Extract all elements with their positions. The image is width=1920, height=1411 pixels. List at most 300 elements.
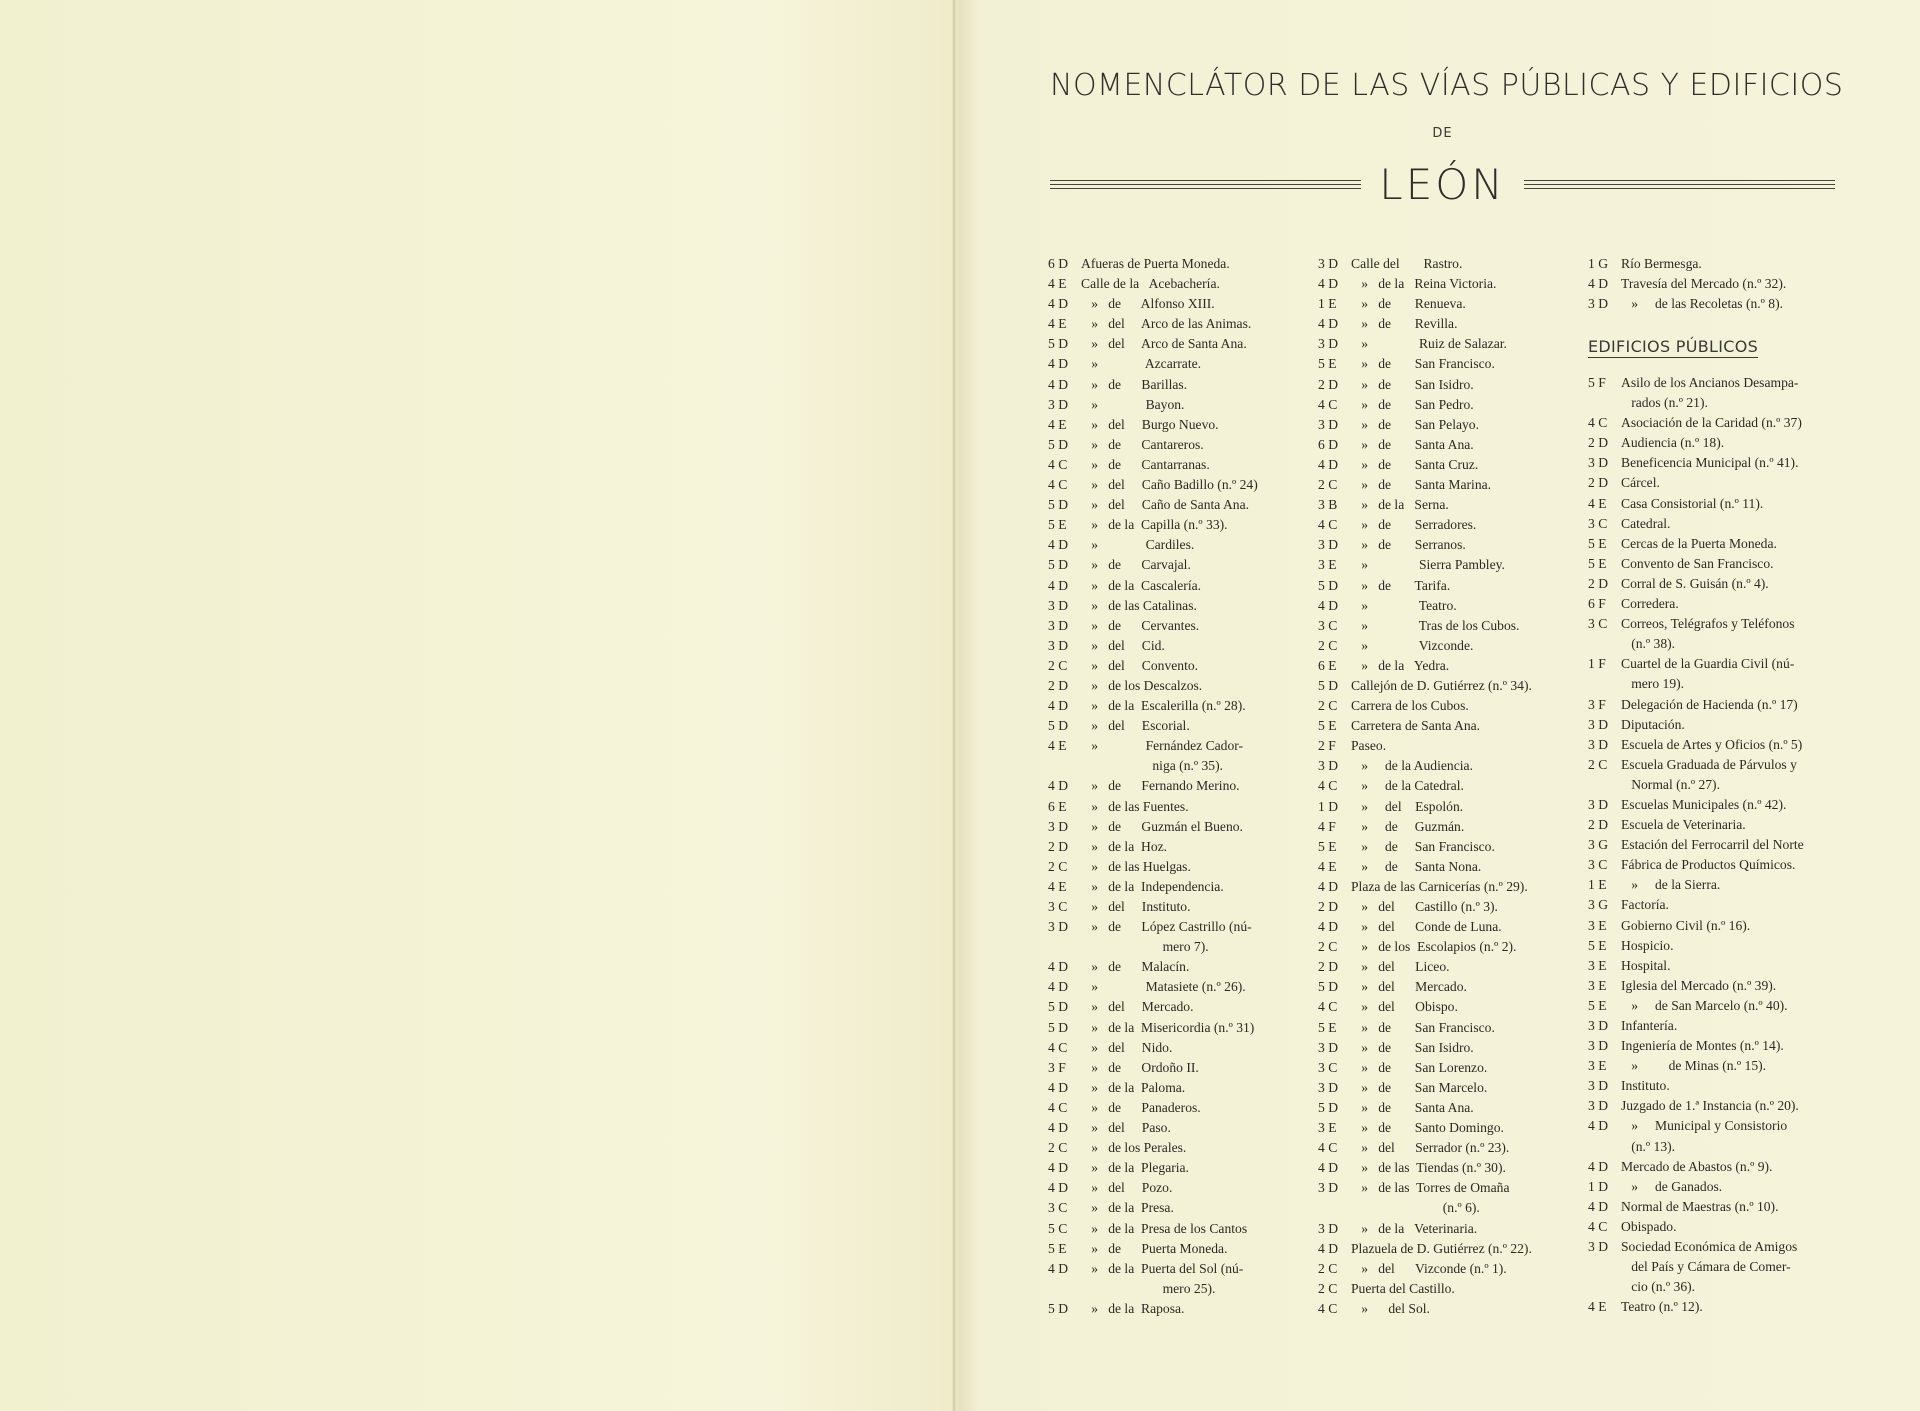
list-item: [1318, 756, 1586, 776]
grid-code: 6 D: [1318, 436, 1339, 452]
list-item: [1048, 1198, 1316, 1218]
entry-name: » de la Paloma.: [1081, 1079, 1186, 1095]
list-item: [1318, 274, 1586, 294]
entry-name: » de los Escolapios (n.º 2).: [1351, 939, 1517, 955]
list-item: [1048, 1038, 1316, 1058]
list-item: [1048, 1219, 1316, 1239]
list-item: [1318, 1158, 1586, 1178]
list-item: [1318, 616, 1586, 636]
grid-code: 5 E: [1588, 937, 1607, 953]
grid-code: 5 E: [1318, 356, 1337, 372]
page-fold: [952, 0, 956, 1411]
entry-name: » de las Fuentes.: [1081, 798, 1189, 814]
list-item: [1318, 1219, 1586, 1239]
grid-code: 3 G: [1588, 897, 1609, 913]
list-item: [1048, 294, 1316, 314]
list-item: [1588, 514, 1838, 534]
list-item: [1588, 1116, 1838, 1136]
list-item: [1048, 837, 1316, 857]
entry-name: Catedral.: [1621, 515, 1671, 531]
grid-code: 2 C: [1318, 698, 1338, 714]
entry-name: » del Obispo.: [1351, 999, 1458, 1015]
grid-code: 4 C: [1048, 1039, 1068, 1055]
entry-name: » de la Presa de los Cantos: [1081, 1220, 1248, 1236]
list-item: [1318, 1098, 1586, 1118]
entry-name: » de las Tiendas (n.º 30).: [1351, 1160, 1506, 1176]
entry-name: Obispado.: [1621, 1218, 1677, 1234]
entry-name: » Matasiete (n.º 26).: [1081, 979, 1246, 995]
entry-name: Normal (n.º 27).: [1621, 776, 1720, 792]
list-item: [1318, 455, 1586, 475]
grid-code: [1048, 1279, 1081, 1299]
list-item: [1588, 473, 1838, 493]
grid-code: 5 E: [1318, 718, 1337, 734]
grid-code: 3 D: [1048, 637, 1069, 653]
entry-name: » de Minas (n.º 15).: [1621, 1058, 1767, 1074]
grid-code: 4 D: [1048, 356, 1069, 372]
grid-code: 4 D: [1588, 1118, 1609, 1134]
entry-name: » de la Sierra.: [1621, 877, 1721, 893]
list-item: [1318, 375, 1586, 395]
list-item: [1318, 1038, 1586, 1058]
list-item: [1588, 674, 1838, 694]
entry-name: » del Serrador (n.º 23).: [1351, 1140, 1510, 1156]
grid-code: 5 E: [1048, 1240, 1067, 1256]
entry-name: Travesía del Mercado (n.º 32).: [1621, 276, 1787, 292]
grid-code: 1 F: [1588, 656, 1606, 672]
entry-name: mero 25).: [1081, 1280, 1216, 1296]
grid-code: 4 E: [1048, 416, 1067, 432]
entry-name: » de los Perales.: [1081, 1140, 1187, 1156]
entry-name: » de San Isidro.: [1351, 1039, 1474, 1055]
grid-code: 3 D: [1048, 597, 1069, 613]
list-item: [1318, 1138, 1586, 1158]
grid-code: 4 C: [1588, 415, 1608, 431]
entry-name: Convento de San Francisco.: [1621, 555, 1774, 571]
grid-code: 3 C: [1318, 617, 1338, 633]
list-item: [1048, 776, 1316, 796]
entry-name: » Azcarrate.: [1081, 356, 1202, 372]
grid-code: 4 D: [1048, 1260, 1069, 1276]
grid-code: 3 C: [1588, 616, 1608, 632]
list-item: [1588, 875, 1838, 895]
grid-code: 6 D: [1048, 256, 1069, 271]
grid-code: 2 D: [1588, 817, 1609, 833]
grid-code: 4 D: [1048, 577, 1069, 593]
grid-code: 2 F: [1318, 738, 1336, 754]
entry-name: » del Convento.: [1081, 657, 1199, 673]
list-item: [1048, 1118, 1316, 1138]
list-item: [1318, 1259, 1586, 1279]
grid-code: 4 D: [1588, 1198, 1609, 1214]
list-item: [1318, 1078, 1586, 1098]
entry-name: » de San Isidro.: [1351, 376, 1474, 392]
grid-code: 3 C: [1048, 1200, 1068, 1216]
list-item: [1048, 576, 1316, 596]
grid-code: [1048, 756, 1081, 776]
entry-name: Callejón de D. Gutiérrez (n.º 34).: [1351, 677, 1532, 693]
grid-code: 2 C: [1048, 1140, 1068, 1156]
list-item: [1048, 354, 1316, 374]
grid-code: 4 D: [1048, 296, 1069, 312]
entry-name: » de Alfonso XIII.: [1081, 296, 1215, 312]
list-item: [1588, 956, 1838, 976]
grid-code: 1 D: [1318, 798, 1339, 814]
list-item: [1318, 977, 1586, 997]
entry-name: » de Carvajal.: [1081, 557, 1191, 573]
grid-code: 5 D: [1048, 999, 1069, 1015]
entry-name: Escuela de Veterinaria.: [1621, 817, 1746, 833]
grid-code: 5 C: [1048, 1220, 1068, 1236]
entry-name: » de Tarifa.: [1351, 577, 1451, 593]
grid-code: 5 E: [1588, 997, 1607, 1013]
city-heading: [1050, 154, 1835, 214]
grid-code: 4 D: [1048, 1160, 1069, 1176]
entry-name: » Teatro.: [1351, 597, 1457, 613]
list-item: [1588, 1297, 1838, 1317]
grid-code: 2 C: [1318, 637, 1338, 653]
grid-code: 4 C: [1318, 517, 1338, 533]
list-item: [1048, 897, 1316, 917]
grid-code: [1588, 674, 1621, 694]
grid-code: 5 D: [1318, 577, 1339, 593]
list-item: [1588, 594, 1838, 614]
list-item: [1048, 555, 1316, 575]
entry-name: Hospital.: [1621, 957, 1671, 973]
entry-name: » de las Torres de Omaña: [1351, 1180, 1510, 1196]
grid-code: 3 D: [1588, 736, 1609, 752]
list-item: [1048, 616, 1316, 636]
list-item: [1588, 534, 1838, 554]
list-item: [1588, 755, 1838, 775]
entry-name: » de Cantarranas.: [1081, 456, 1210, 472]
edificios-column: [1588, 373, 1838, 1317]
grid-code: 3 D: [1588, 1098, 1609, 1114]
entry-name: Cuartel de la Guardia Civil (nú-: [1621, 656, 1795, 672]
grid-code: 5 D: [1318, 979, 1339, 995]
list-item: [1318, 1198, 1586, 1218]
grid-code: 3 C: [1588, 857, 1608, 873]
list-item: [1588, 1036, 1838, 1056]
grid-code: 4 D: [1588, 276, 1609, 292]
entry-name: Asociación de la Caridad (n.º 37): [1621, 415, 1802, 431]
list-item: [1048, 917, 1316, 937]
entry-name: Calle del Rastro.: [1351, 256, 1463, 271]
entry-name: » Vizconde.: [1351, 637, 1474, 653]
grid-code: 3 D: [1318, 256, 1339, 271]
list-item: [1318, 1018, 1586, 1038]
list-item: [1588, 1157, 1838, 1177]
list-item: [1318, 1239, 1586, 1259]
entry-name: » de la Catedral.: [1351, 778, 1464, 794]
grid-code: [1588, 775, 1621, 795]
entry-name: » de la Plegaria.: [1081, 1160, 1189, 1176]
list-item: [1588, 373, 1838, 393]
list-item: [1318, 294, 1586, 314]
list-item: [1048, 535, 1316, 555]
list-item: [1588, 996, 1838, 1016]
street-column-2: [1318, 254, 1586, 1319]
list-item: [1318, 897, 1586, 917]
entry-name: Escuela Graduada de Párvulos y: [1621, 756, 1797, 772]
list-item: [1318, 1178, 1586, 1198]
list-item: [1048, 334, 1316, 354]
list-item: [1588, 494, 1838, 514]
list-item: [1588, 1016, 1838, 1036]
grid-code: 3 C: [1318, 1059, 1338, 1075]
entry-name: Teatro (n.º 12).: [1621, 1299, 1703, 1315]
grid-code: 3 D: [1318, 336, 1339, 352]
page-title: NOMENCLÁTOR DE LAS VÍAS PÚBLICAS Y EDIFICIOS: [1050, 68, 1844, 103]
grid-code: 4 D: [1318, 1160, 1339, 1176]
entry-name: Audiencia (n.º 18).: [1621, 435, 1725, 451]
entry-name: Corral de S. Guisán (n.º 4).: [1621, 575, 1769, 591]
list-item: [1048, 435, 1316, 455]
entry-name: Fábrica de Productos Químicos.: [1621, 857, 1796, 873]
list-item: [1588, 815, 1838, 835]
entry-name: » de la Serna.: [1351, 497, 1449, 513]
list-item: [1318, 435, 1586, 455]
list-item: [1588, 976, 1838, 996]
list-item: [1318, 354, 1586, 374]
list-item: [1048, 375, 1316, 395]
grid-code: 3 B: [1318, 497, 1338, 513]
grid-code: 5 D: [1048, 497, 1069, 513]
entry-name: » de la Puerta del Sol (nú-: [1081, 1260, 1244, 1276]
list-item: [1318, 997, 1586, 1017]
list-item: [1588, 294, 1836, 314]
street-column-3: [1588, 254, 1836, 314]
list-item: [1588, 855, 1838, 875]
grid-code: 4 D: [1048, 537, 1069, 553]
grid-code: 4 D: [1588, 1158, 1609, 1174]
list-item: [1588, 614, 1838, 634]
grid-code: 3 D: [1048, 396, 1069, 412]
grid-code: 3 E: [1318, 557, 1337, 573]
entry-name: » del Nido.: [1081, 1039, 1173, 1055]
entry-name: » de la Presa.: [1081, 1200, 1174, 1216]
entry-name: » de Renueva.: [1351, 296, 1466, 312]
grid-code: 3 F: [1588, 696, 1606, 712]
list-item: [1318, 395, 1586, 415]
list-item: [1048, 274, 1316, 294]
grid-code: 4 D: [1048, 1180, 1069, 1196]
grid-code: 4 D: [1048, 376, 1069, 392]
grid-code: [1318, 1198, 1351, 1218]
entry-name: » de Cantareros.: [1081, 436, 1204, 452]
list-item: [1318, 656, 1586, 676]
list-item: [1048, 797, 1316, 817]
entry-name: » de la Hoz.: [1081, 838, 1168, 854]
entry-name: Carrera de los Cubos.: [1351, 698, 1469, 714]
grid-code: 1 D: [1588, 1178, 1609, 1194]
grid-code: 2 D: [1048, 838, 1069, 854]
entry-name: » de Revilla.: [1351, 316, 1458, 332]
entry-name: » de Barillas.: [1081, 376, 1188, 392]
list-item: [1588, 1197, 1838, 1217]
list-item: [1588, 1257, 1838, 1277]
list-item: [1048, 937, 1316, 957]
grid-code: [1588, 634, 1621, 654]
entry-name: » de Ganados.: [1621, 1178, 1723, 1194]
grid-code: 3 D: [1588, 455, 1609, 471]
entry-name: » de la Raposa.: [1081, 1300, 1185, 1316]
list-item: [1318, 334, 1586, 354]
list-item: [1318, 736, 1586, 756]
list-item: [1048, 877, 1316, 897]
list-item: [1318, 937, 1586, 957]
list-item: [1048, 1299, 1316, 1319]
entry-name: » del Espolón.: [1351, 798, 1464, 814]
list-item: [1048, 455, 1316, 475]
grid-code: 3 D: [1588, 1038, 1609, 1054]
entry-name: » de la Capilla (n.º 33).: [1081, 517, 1228, 533]
list-item: [1048, 596, 1316, 616]
list-item: [1588, 715, 1838, 735]
grid-code: 3 D: [1318, 1220, 1339, 1236]
grid-code: 3 D: [1318, 1180, 1339, 1196]
grid-code: 4 D: [1048, 1120, 1069, 1136]
entry-name: » del Sol.: [1351, 1300, 1430, 1316]
list-item: [1318, 817, 1586, 837]
grid-code: 4 D: [1318, 919, 1339, 935]
grid-code: 3 F: [1048, 1059, 1066, 1075]
list-item: [1048, 716, 1316, 736]
list-item: [1048, 736, 1316, 756]
grid-code: 3 D: [1318, 1079, 1339, 1095]
list-item: [1048, 957, 1316, 977]
list-item: [1048, 1279, 1316, 1299]
list-item: [1588, 1056, 1838, 1076]
list-item: [1048, 696, 1316, 716]
grid-code: 1 G: [1588, 256, 1609, 271]
grid-code: 4 E: [1048, 738, 1067, 754]
entry-name: » de San Pedro.: [1351, 396, 1474, 412]
list-item: [1588, 634, 1838, 654]
entry-name: » de San Marcelo.: [1351, 1079, 1488, 1095]
list-item: [1588, 1177, 1838, 1197]
entry-name: Escuela de Artes y Oficios (n.º 5): [1621, 736, 1803, 752]
list-item: [1318, 776, 1586, 796]
list-item: [1048, 857, 1316, 877]
entry-name: » del Caño Badillo (n.º 24): [1081, 477, 1258, 493]
entry-name: » del Cid.: [1081, 637, 1165, 653]
grid-code: 5 D: [1318, 1099, 1339, 1115]
entry-name: » del Caño de Santa Ana.: [1081, 497, 1250, 513]
list-item: [1048, 656, 1316, 676]
list-item: [1048, 997, 1316, 1017]
list-item: [1588, 695, 1838, 715]
list-item: [1318, 877, 1586, 897]
grid-code: 4 C: [1048, 456, 1068, 472]
grid-code: 3 D: [1588, 296, 1609, 312]
entry-name: Factoría.: [1621, 897, 1669, 913]
entry-name: Asilo de los Ancianos Desampa-: [1621, 375, 1799, 390]
grid-code: 2 C: [1318, 1260, 1338, 1276]
entry-name: » del Pozo.: [1081, 1180, 1173, 1196]
entry-name: » Cardiles.: [1081, 537, 1195, 553]
grid-code: 5 D: [1048, 436, 1069, 452]
entry-name: » de los Descalzos.: [1081, 677, 1203, 693]
edificios-heading: EDIFICIOS PÚBLICOS: [1588, 337, 1759, 356]
entry-name: » de la Escalerilla (n.º 28).: [1081, 698, 1246, 714]
list-item: [1318, 475, 1586, 495]
entry-name: » de las Catalinas.: [1081, 597, 1197, 613]
entry-name: » de Santa Marina.: [1351, 477, 1492, 493]
list-item: [1048, 395, 1316, 415]
entry-name: Estación del Ferrocarril del Norte: [1621, 837, 1804, 853]
list-item: [1048, 495, 1316, 515]
entry-name: » de Guzmán.: [1351, 818, 1465, 834]
entry-name: » de San Francisco.: [1351, 356, 1495, 372]
list-item: [1048, 515, 1316, 535]
list-item: [1588, 775, 1838, 795]
list-item: [1588, 1096, 1838, 1116]
list-item: [1318, 1279, 1586, 1299]
grid-code: 3 E: [1588, 1058, 1607, 1074]
list-item: [1318, 696, 1586, 716]
list-item: [1048, 756, 1316, 776]
grid-code: 3 D: [1588, 1239, 1609, 1255]
list-item: [1048, 676, 1316, 696]
entry-name: » Fernández Cador-: [1081, 738, 1244, 754]
entry-name: (n.º 13).: [1621, 1138, 1676, 1154]
grid-code: 4 D: [1048, 959, 1069, 975]
entry-name: » del Mercado.: [1081, 999, 1194, 1015]
list-item: [1048, 1158, 1316, 1178]
list-item: [1048, 1259, 1316, 1279]
entry-name: Plazuela de D. Gutiérrez (n.º 22).: [1351, 1240, 1532, 1256]
entry-name: » Ruiz de Salazar.: [1351, 336, 1507, 352]
list-item: [1588, 895, 1838, 915]
grid-code: 3 D: [1588, 1018, 1609, 1033]
entry-name: » del Castillo (n.º 3).: [1351, 899, 1498, 914]
grid-code: 3 D: [1588, 796, 1609, 812]
entry-name: Delegación de Hacienda (n.º 17): [1621, 696, 1798, 712]
list-item: [1588, 274, 1836, 294]
grid-code: 4 D: [1318, 597, 1339, 613]
entry-name: Plaza de las Carnicerías (n.º 29).: [1351, 878, 1528, 894]
grid-code: [1588, 1137, 1621, 1157]
grid-code: 3 C: [1048, 899, 1068, 914]
entry-name: » del Arco de Santa Ana.: [1081, 336, 1247, 352]
grid-code: 4 E: [1048, 878, 1067, 894]
list-item: [1048, 1098, 1316, 1118]
entry-name: » de San Pelayo.: [1351, 416, 1479, 432]
entry-name: Casa Consistorial (n.º 11).: [1621, 495, 1764, 511]
list-item: [1048, 415, 1316, 435]
grid-code: 3 E: [1318, 1120, 1337, 1136]
entry-name: » de Ordoño II.: [1081, 1059, 1199, 1075]
entry-name: Iglesia del Mercado (n.º 39).: [1621, 977, 1777, 993]
list-item: [1048, 977, 1316, 997]
list-item: [1318, 837, 1586, 857]
list-item: [1588, 433, 1838, 453]
entry-name: Cercas de la Puerta Moneda.: [1621, 535, 1777, 551]
grid-code: 5 D: [1318, 677, 1339, 693]
entry-name: Afueras de Puerta Moneda.: [1081, 256, 1230, 271]
entry-name: Beneficencia Municipal (n.º 41).: [1621, 455, 1799, 471]
grid-code: 2 D: [1048, 677, 1069, 693]
entry-name: » del Vizconde (n.º 1).: [1351, 1260, 1507, 1276]
grid-code: 2 C: [1318, 477, 1338, 493]
list-item: [1588, 453, 1838, 473]
grid-code: 4 D: [1048, 778, 1069, 794]
list-item: [1588, 1237, 1838, 1257]
list-item: [1318, 797, 1586, 817]
grid-code: 3 D: [1048, 818, 1069, 834]
entry-name: Gobierno Civil (n.º 16).: [1621, 917, 1751, 933]
